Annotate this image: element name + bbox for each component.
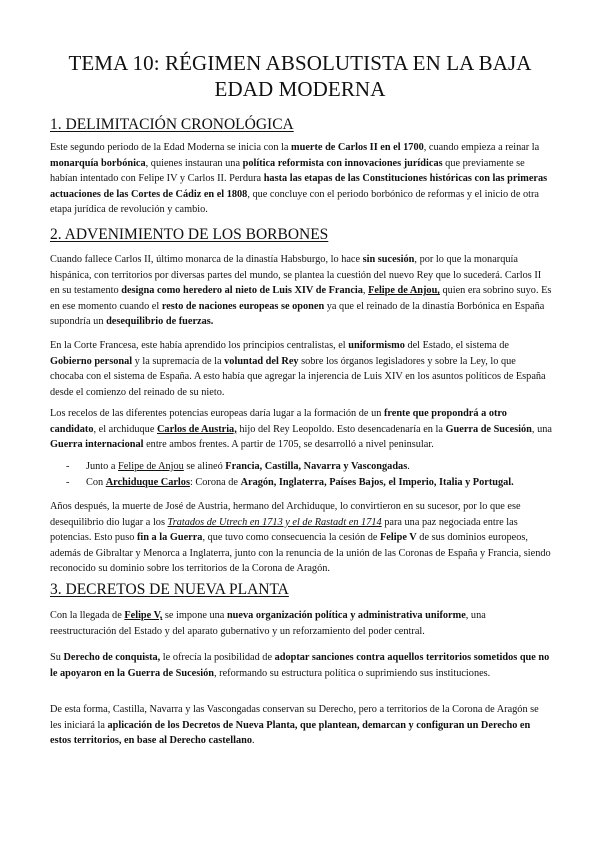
bold-text: Guerra de Sucesión [445, 423, 532, 435]
bold-text: frente que propondrá a otro candidato [50, 408, 507, 435]
section-1-heading: 1. DELIMITACIÓN CRONOLÓGICA [50, 116, 294, 133]
text-run: , una reestructuración del Estado y del aparato gubernativo y un reforzamiento del poder central. [50, 610, 486, 637]
text-run: : Corona de [189, 477, 241, 488]
bold-text: nueva organización política y administrativa uniforme [226, 610, 466, 621]
bold-text: monarquía borbónica [50, 157, 146, 169]
text-run: ya que el reinado de la dinastía Borbónica en España supondría un [50, 300, 545, 328]
bold-text: designa como heredero al nieto de Luis XIV de Francia [121, 285, 363, 297]
section-3-paragraph-1 [50, 608, 552, 639]
text-run: , una [531, 423, 552, 435]
section-2-paragraph-1 [50, 252, 552, 330]
bold-text: Felipe V, [124, 610, 163, 621]
bold-text: desequilibrio de fuerzas. [106, 316, 214, 328]
text-run: que previamente se habían intentado con Felipe IV y Carlos II. Perdura [50, 157, 525, 185]
bold-text: muerte de Carlos II en el 1700 [291, 142, 424, 153]
text-run: , [362, 285, 369, 297]
text-run: , quienes instauran una [145, 157, 243, 169]
text-run: Los recelos de las diferentes potencias europeas daría lugar a la formación de un [50, 408, 384, 419]
section-2-paragraph-3 [50, 406, 552, 453]
section-3-paragraph-3 [50, 702, 552, 749]
text-run: , que tuvo como consecuencia la cesión de [202, 532, 381, 544]
text-run: , por lo que la monarquía hispánica, con territorios por diversas partes del mundo, se plantea la cuestión del nuevo Rey que lo sucederá. Carlos II en su testamento [50, 254, 542, 297]
section-3-paragraph-2 [50, 650, 552, 681]
bold-text: Felipe V [380, 532, 417, 544]
bold-text: Archiduque Carlos [105, 477, 190, 488]
text-run: Cuando fallece Carlos II, último monarca de la dinastía Habsburgo, lo hace [50, 254, 363, 265]
section-2-paragraph-4 [50, 499, 552, 577]
text-run: Felipe de Anjou [118, 461, 184, 472]
section-3-heading: 3. DECRETOS DE NUEVA PLANTA [50, 581, 289, 598]
text-run: . [251, 735, 255, 747]
text-run: para una paz negociada entre las potencias. Esto puso [50, 516, 518, 544]
text-run: de sus dominios europeos, además de Gibraltar y Menorca a Inglaterra, junto con la renuncia de la unión de las Coronas de España y Francia, siendo reconocido su dominio sobre los territorios de la Corona de Aragón. [50, 532, 551, 575]
text-run: sobre los órganos legisladores y sobre la Ley, lo que chocaba con el sistema de España. A esto había que agregar la injerencia de Luis XIV en los asuntos políticos de España desde el comienzo del reinado de su nieto. [50, 355, 546, 398]
bullet-text [86, 459, 552, 475]
text-run: En la Corte Francesa, este había aprendido los principios centralistas, el [50, 340, 349, 351]
text-run: quien era sobrino suyo. Es en ese momento cuando el [50, 285, 552, 312]
section-2-paragraph-2 [50, 338, 552, 400]
bold-text: hasta las etapas de las Constituciones históricas con las primeras actuaciones de las Cortes de Cádiz en el 1808 [50, 173, 548, 200]
text-run: Con la llegada de [50, 610, 125, 621]
text-run: y la supremacía de la [132, 355, 225, 367]
bold-text: Gobierno personal [50, 355, 133, 367]
text-run: . [407, 461, 410, 472]
text-run: hijo del Rey Leopoldo. Esto desencadenaría en la [236, 423, 446, 435]
text-run: Este segundo periodo de la Edad Moderna se inicia con la [50, 142, 292, 153]
text-run: le ofrecía la posibilidad de [160, 652, 275, 663]
text-run: se alineó [183, 461, 226, 472]
text-run: De esta forma, Castilla, Navarra y las Vascongadas conservan su Derecho, pero a territorios de la Corona de Aragón se les iniciará la [50, 704, 539, 731]
text-run: , reformando su estructura política o suprimiendo sus instituciones. [214, 667, 491, 679]
page-title-line-2: EDAD MODERNA [214, 77, 386, 101]
bold-text: resto de naciones europeas se oponen [161, 300, 325, 312]
bold-text: sin sucesión [362, 254, 415, 265]
bold-text: fin a la Guerra [136, 532, 203, 544]
text-run: , el archiduque [93, 423, 157, 435]
page-title [40, 50, 560, 102]
bold-text: Francia, Castilla, Navarra y Vascongadas [225, 461, 408, 472]
document-page: TEMA 10: RÉGIMEN ABSOLUTISTA EN LA BAJA EDAD MODERNA 1. DELIMITACIÓN CRONOLÓGICA Este segundo periodo de la Edad Moderna se inicia con la muerte de Carlos II en el 1700, cuando empieza a reinar la monarquía borbónica, quienes instauran una política reformista con innovaciones jurídicas que previamente se habían intentado con Felipe IV y Carlos II. Perdura hasta las etapas de las Constituciones históricas con las primeras actuaciones de las Cortes de Cádiz en el 1808, que concluye con el periodo borbónico de reformas y el inicio de otra etapa jurídica de revolución y cambio. 2. ADVENIMIENTO DE LOS BORBONES Cuando fallece Carlos II, último monarca de la dinastía Habsburgo, lo hace sin sucesión, por lo que la monarquía hispánica, con territorios por diversas partes del mundo, se plantea la cuestión del nuevo Rey que lo sucederá. Carlos II en su testamento designa como heredero al nieto de Luis XIV de Francia, Felipe de Anjou, quien era sobrino suyo. Es en ese momento cuando el resto de naciones europeas se oponen ya que el reinado de la dinastía Borbónica en España supondría un desequilibrio de fuerzas. En la Corte Francesa, este había aprendido los principios centralistas, el uniformismo del Estado, el sistema de Gobierno personal y la supremacía de la voluntad del Rey sobre los órganos legisladores y sobre la Ley, lo que chocaba con el sistema de España. A esto había que agregar la injerencia de Luis XIV en los asuntos políticos de España desde el comienzo del reinado de su nieto. Los recelos de las diferentes potencias europeas daría lugar a la formación de un frente que propondrá a otro candidato, el archiduque Carlos de Austria, hijo del Rey Leopoldo. Esto desencadenaría en la Guerra de Sucesión, una Guerra internacional entre ambos frentes. A partir de 1705, se desarrolló a nivel peninsular. - Junto a Felipe de Anjou se alineó Francia, Castilla, Navarra y Vascongadas. - Con Archiduque Carlos: Corona de Aragón, Inglaterra, Países Bajos, el Imperio, Italia y Portugal. Años después, la muerte de José de Austria, hermano del Archiduque, lo convirtieron en su sucesor, por lo que ese desequilibrio dio lugar a los Tratados de Utrech en 1713 y el de Rastadt en 1714 para una paz negociada entre las potencias. Esto puso fin a la Guerra, que tuvo como consecuencia la cesión de Felipe V de sus dominios europeos, además de Gibraltar y Menorca a Inglaterra, junto con la renuncia de la unión de las Coronas de España y Francia, siendo reconocido su dominio sobre los territorios de la Corona de Aragón. 3. DECRETOS DE NUEVA PLANTA Con la llegada de Felipe V, se impone una nueva organización política y administrativa uniforme, una reestructuración del Estado y del aparato gubernativo y un reforzamiento del poder central. Su Derecho de conquista, le ofrecía la posibilidad de adoptar sanciones contra aquellos territorios sometidos que no le apoyaron en la Guerra de Sucesión, reformando su estructura política o suprimiendo sus instituciones. De esta forma, Castilla, Navarra y las Vascongadas conservan su Derecho, pero a territorios de la Corona de Aragón se les iniciará la aplicación de los Decretos de Nueva Planta, que plantean, demarcan y configuran un Derecho en estos territorios, en base al Derecho castellano. [0, 0, 600, 848]
bold-text: política reformista con innovaciones jurídicas [242, 157, 443, 169]
page-title-line-1: TEMA 10: RÉGIMEN ABSOLUTISTA EN LA BAJA [68, 51, 532, 75]
text-run: Con [86, 477, 106, 488]
bold-text: Guerra internacional [50, 439, 144, 451]
bold-text: Carlos de Austria, [156, 423, 237, 435]
bold-text: uniformismo [348, 340, 405, 351]
text-run: se impone una [162, 610, 227, 621]
section-2-heading: 2. ADVENIMIENTO DE LOS BORBONES [50, 226, 329, 243]
bold-text: Derecho de conquista, [63, 652, 161, 663]
text-run: Junto a [86, 461, 119, 472]
bold-text: Felipe de Anjou, [368, 285, 440, 297]
section-1-paragraph [50, 140, 552, 218]
text-run: Años después, la muerte de José de Austria, hermano del Archiduque, lo convirtieron en su sucesor, por lo que ese desequilibrio dio lugar a los [50, 501, 521, 528]
bold-text: Aragón, Inglaterra, Países Bajos, el Imperio, Italia y Portugal. [240, 477, 514, 488]
bold-text: voluntad del Rey [224, 355, 299, 367]
text-run: Su [50, 652, 64, 663]
bold-text: adoptar sanciones contra aquellos territorios sometidos que no le apoyaron en la Guerra de Sucesión [50, 652, 550, 679]
text-run: entre ambos frentes. A partir de 1705, se desarrolló a nivel peninsular. [143, 439, 434, 451]
text-run: del Estado, el sistema de [404, 340, 509, 351]
bullet-text [86, 475, 552, 491]
text-run: , cuando empieza a reinar la [423, 142, 540, 153]
italic-text: Tratados de Utrech en 1713 y el de Rastadt en 1714 [167, 516, 382, 528]
bold-text: aplicación de los Decretos de Nueva Planta, que plantean, demarcan y configuran un Derecho en estos territorios, en base al Derecho castellano [50, 719, 531, 747]
text-run: , que concluye con el periodo borbónico de reformas y el inicio de otra etapa jurídica de revolución y cambio. [50, 188, 539, 216]
